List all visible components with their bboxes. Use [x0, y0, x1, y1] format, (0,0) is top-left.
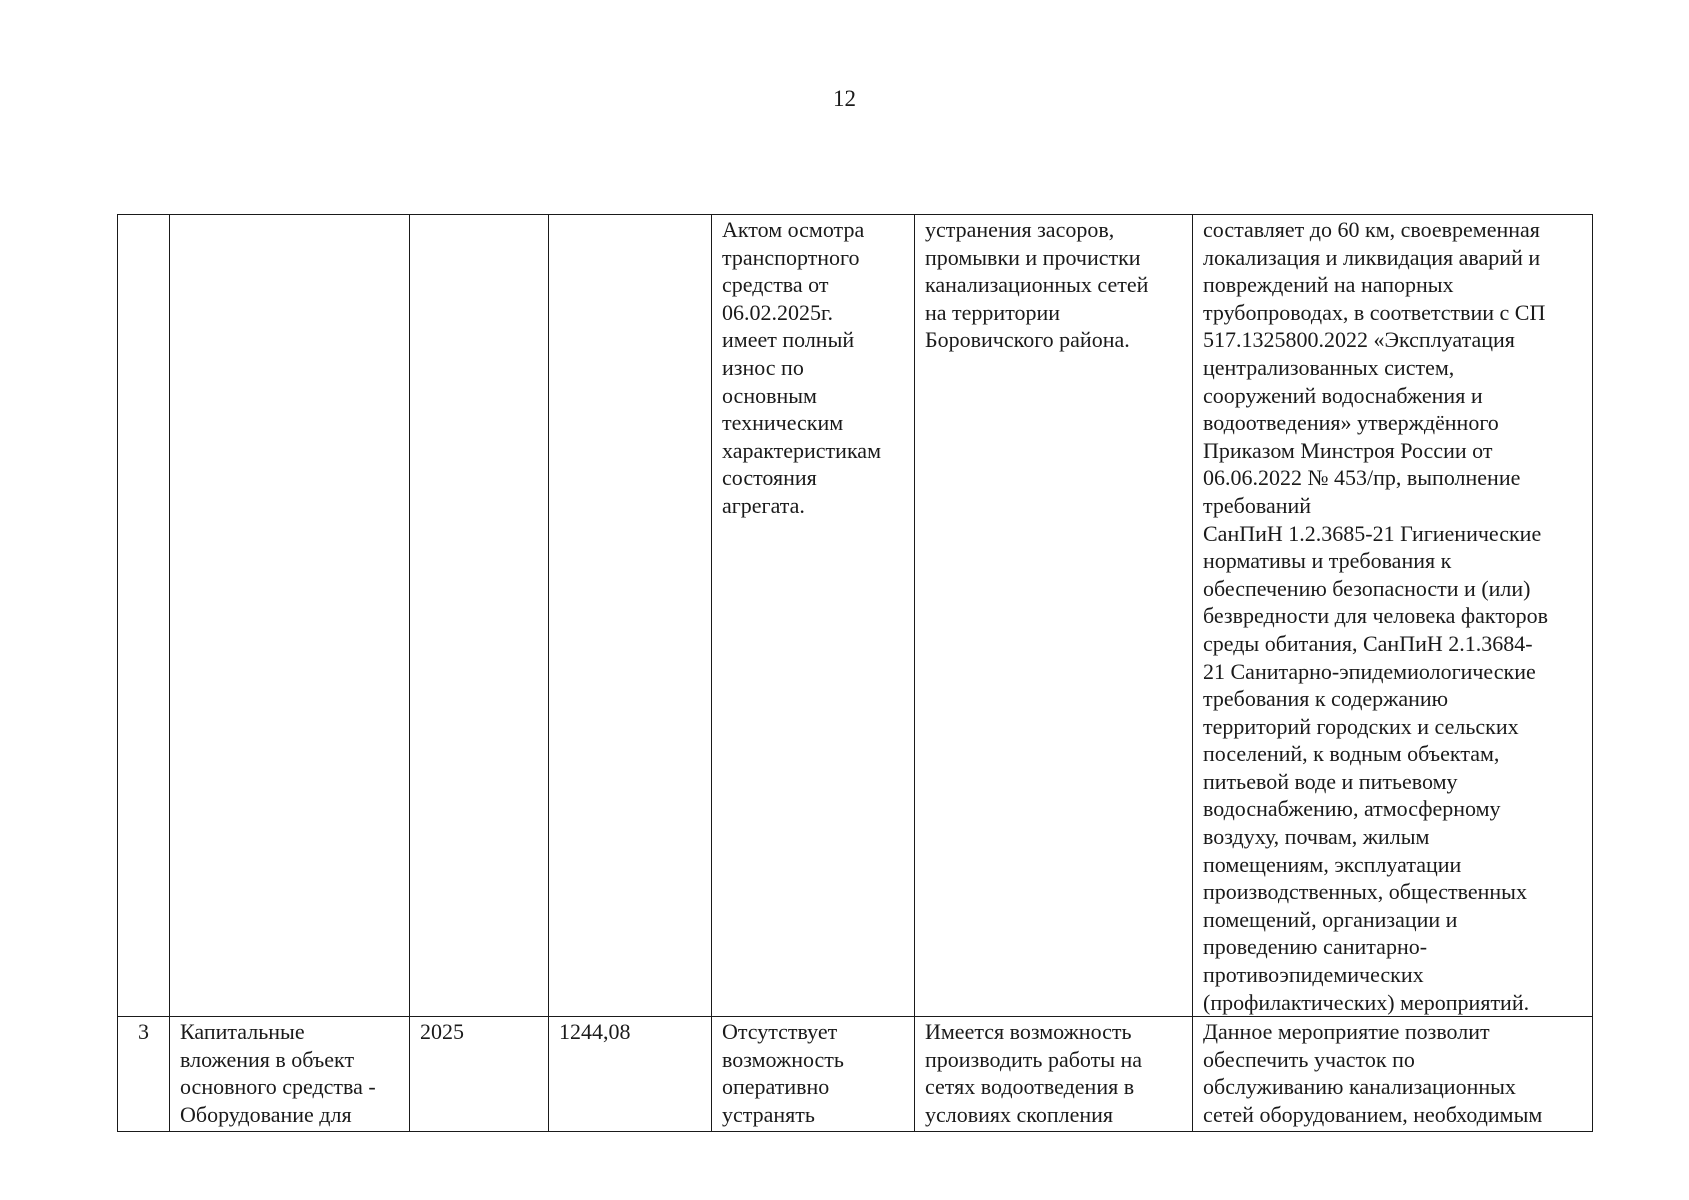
cell-problem: Отсутствует возможность оперативно устранять: [712, 1017, 915, 1132]
cell-solution: устранения засоров, промывки и прочистки канализационных сетей на территории Боровичского района.: [915, 215, 1193, 1017]
table-row: [118, 1017, 1593, 1132]
cell-number: [118, 215, 170, 1017]
cell-problem: Актом осмотра транспортного средства от 06.02.2025г. имеет полный износ по основным техническим характеристикам состояния агрегата.: [712, 215, 915, 1017]
cell-amount: 1244,08: [549, 1017, 712, 1132]
table-row: [118, 215, 1593, 1017]
cell-amount: [549, 215, 712, 1017]
cell-number: 3: [118, 1017, 170, 1132]
page-number: 12: [833, 86, 856, 111]
cell-effect: составляет до 60 км, своевременная локализация и ликвидация аварий и повреждений на напорных трубопроводах, в соответствии с СП 517.1325800.2022 «Эксплуатация централизованных систем, сооружений водоснабжения и водоотведения» утверждённого Приказом Минстроя России от 06.06.2022 № 453/пр, выполнение требований СанПиН 1.2.3685-21 Гигиенические нормативы и требования к обеспечению безопасности и (или) безвредности для человека факторов среды обитания, СанПиН 2.1.3684- 21 Санитарно-эпидемиологические требования к содержанию территорий городских и сельских поселений, к водным объектам, питьевой воде и питьевому водоснабжению, атмосферному воздуху, почвам, жилым помещениям, эксплуатации производственных, общественных помещений, организации и проведению санитарно- противоэпидемических (профилактических) мероприятий.: [1193, 215, 1593, 1017]
cell-year: 2025: [410, 1017, 549, 1132]
cell-year: [410, 215, 549, 1017]
document-table: [117, 214, 1593, 1132]
cell-solution: Имеется возможность производить работы на сетях водоотведения в условиях скопления: [915, 1017, 1193, 1132]
cell-name: Капитальные вложения в объект основного средства - Оборудование для: [170, 1017, 410, 1132]
cell-name: [170, 215, 410, 1017]
cell-effect: Данное мероприятие позволит обеспечить участок по обслуживанию канализационных сетей оборудованием, необходимым: [1193, 1017, 1593, 1132]
